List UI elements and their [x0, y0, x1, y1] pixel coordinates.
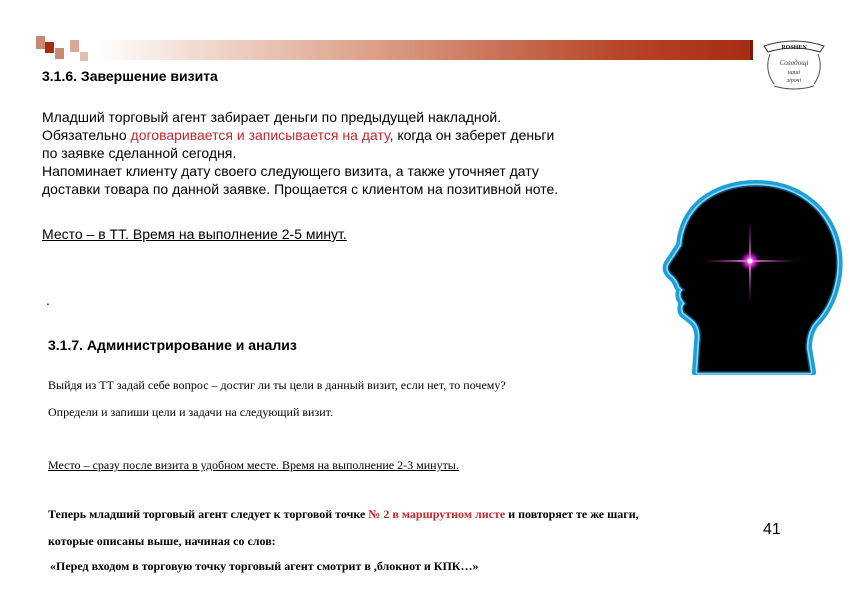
- header-square-5: [80, 52, 88, 61]
- page-number: 41: [763, 521, 781, 538]
- header-square-2: [45, 42, 54, 53]
- svg-text:зірочі: зірочі: [786, 78, 802, 84]
- section-title-admin: 3.1.7. Администрирование и анализ: [48, 337, 297, 353]
- svg-text:Солодощі: Солодощі: [779, 59, 809, 67]
- admin-goals: Определи и запиши цели и задачи на следующий визит.: [48, 405, 333, 419]
- section-title-visit-end: 3.1.6. Завершение визита: [42, 68, 218, 84]
- body-line: по заявке сделанной сегодня.: [42, 145, 237, 161]
- body-line: Младший торговый агент забирает деньги по предыдущей накладной.: [42, 109, 502, 125]
- body-line: Напоминает клиенту дату своего следующего визита, а также уточняет дату: [42, 163, 539, 179]
- header-square-3: [55, 48, 64, 59]
- next-step-quote: «Перед входом в торговую точку торговый агент смотрит в ,блокнот и КПК…»: [50, 559, 479, 573]
- header-bar-end: [750, 40, 753, 60]
- header-square-1: [36, 36, 45, 49]
- admin-question: Выйдя из ТТ задай себе вопрос – достиг ли ты цели в данный визит, если нет, то почему?: [48, 378, 506, 392]
- dot-marker: .: [46, 292, 50, 308]
- roshen-logo: [760, 34, 828, 92]
- next-text: Теперь младший торговый агент следует к торговой точке: [48, 507, 369, 521]
- body-line: [42, 126, 662, 144]
- head-silhouette-image: [660, 180, 845, 375]
- route-highlight: № 2 в маршрутном листе: [368, 507, 506, 521]
- header-square-4: [70, 40, 79, 52]
- next-text: и повторяет те же шаги,: [505, 507, 639, 521]
- body-text: Обязательно: [42, 127, 131, 143]
- next-step-line: [48, 507, 639, 522]
- header-bar: [96, 40, 750, 60]
- body-line: доставки товара по данной заявке. Прощается с клиентом на позитивной ноте.: [42, 181, 559, 197]
- place-time-note: Место – в ТТ. Время на выполнение 2-5 минут.: [42, 226, 347, 242]
- svg-text:ROSHEN: ROSHEN: [781, 45, 807, 51]
- next-step-line: которые описаны выше, начиная со слов:: [48, 534, 276, 548]
- highlighted-text: договаривается и записывается на дату: [130, 127, 390, 143]
- section-body-visit-end: [42, 108, 662, 198]
- svg-text:наші: наші: [787, 70, 801, 76]
- admin-place-time-note: Место – сразу после визита в удобном месте. Время на выполнение 2-3 минуты.: [48, 458, 459, 472]
- body-text: , когда он заберет деньги: [389, 127, 555, 143]
